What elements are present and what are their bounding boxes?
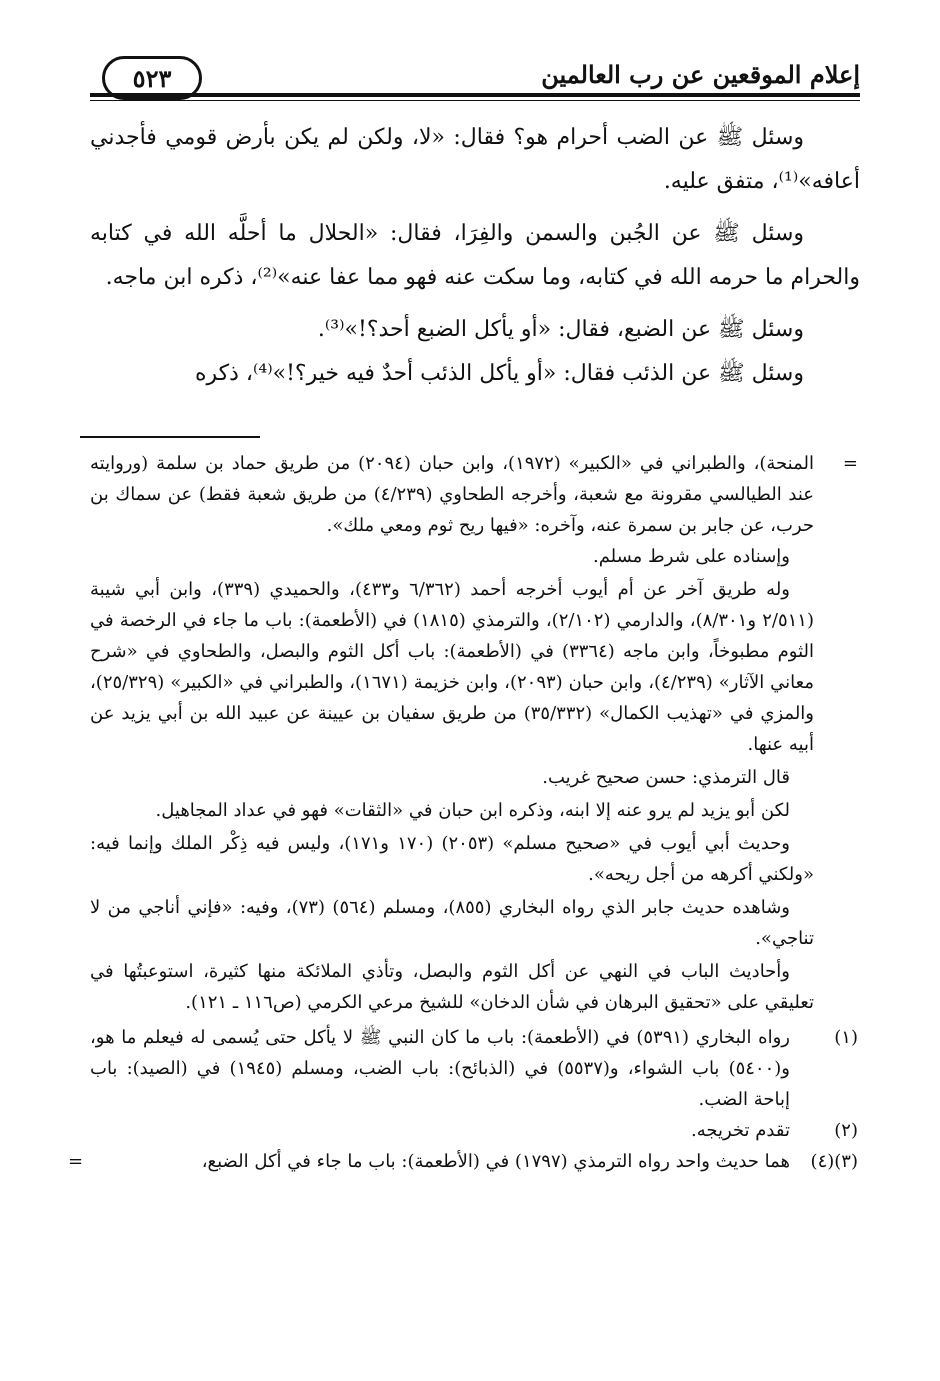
main-paragraph: وسئل ﷺ عن الضبع، فقال: «أو يأكل الضبع أحد؟!»⁽³⁾. <box>317 317 804 342</box>
footnote-paragraph: وحديث أبي أيوب في «صحيح مسلم» (٢٠٥٣) (١٧٠ و١٧١)، وليس فيه ذِكْر الملك وإنما فيه: «ولكني أكرهه من أجل ريحه». <box>90 833 814 885</box>
main-text <box>90 116 860 404</box>
main-paragraph: وسئل ﷺ عن الضب أحرام هو؟ فقال: «لا، ولكن لم يكن بأرض قومي فأجدني أعافه»⁽¹⁾، متفق عليه. <box>90 125 860 194</box>
footnote-text: هما حديث واحد رواه الترمذي (١٧٩٧) في (الأطعمة): باب ما جاء في أكل الضبع، <box>201 1151 790 1172</box>
footnote-paragraph: قال الترمذي: حسن صحيح غريب. <box>542 767 790 788</box>
footnote-number: (١) <box>834 1027 858 1048</box>
footnotes <box>68 448 860 1177</box>
continuation-marker-end: = <box>68 1151 84 1172</box>
footnote-text: رواه البخاري (٥٣٩١) في (الأطعمة): باب ما كان النبي ﷺ لا يأكل حتى يُسمى له فيعلم ما هو، و(٥٤٠٠) باب الشواء، و(٥٥٣٧) في (الذبائح): باب الضب، ومسلم (١٩٤٥) في (الصيد): باب إباحة الضب. <box>90 1027 790 1110</box>
main-paragraph: وسئل ﷺ عن الذئب فقال: «أو يأكل الذئب أحدٌ فيه خير؟!»⁽⁴⁾، ذكره <box>194 361 804 386</box>
running-title: إعلام الموقعين عن رب العالمين <box>541 60 860 89</box>
footnote-number: (٢) <box>834 1120 858 1141</box>
footnote-paragraph: لكن أبو يزيد لم يرو عنه إلا ابنه، وذكره ابن حبان في «الثقات» فهو في عداد المجاهيل. <box>155 800 790 821</box>
continuation-text: المنحة)، والطبراني في «الكبير» (١٩٧٢)، وابن حبان (٢٠٩٤) من طريق حماد بن سلمة (وروايته عند الطيالسي مقرونة مع شعبة، وأخرجه الطحاوي (٤/٢٣٩) من طريق شعبة فقط) عن سماك بن حرب، عن جابر بن سمرة عنه، وآخره: «فيها ريح ثوم ومعي ملك». <box>90 453 814 536</box>
footnote-item <box>90 1115 860 1146</box>
footnote-separator <box>80 436 260 438</box>
page-header <box>90 56 860 106</box>
main-paragraph: وسئل ﷺ عن الجُبن والسمن والفِرَا، فقال: «الحلال ما أحلَّه الله في كتابه والحرام ما حرمه الله في كتابه، وما سكت عنه فهو مما عفا عنه»⁽²⁾، ذكره ابن ماجه. <box>90 221 860 290</box>
footnote-number: (٣)(٤) <box>810 1151 858 1172</box>
continuation-marker: = <box>842 453 858 474</box>
page-number: ٥٢٣ <box>102 56 202 100</box>
footnote-paragraph: وله طريق آخر عن أم أيوب أخرجه أحمد (٦/٣٦٢ و٤٣٣)، والحميدي (٣٣٩)، وابن أبي شيبة (٢/٥١١ و٨/٣٠١)، والدارمي (٢/١٠٢)، والترمذي (١٨١٥) في (الأطعمة): باب ما جاء في الرخصة في الثوم مطبوخاً، وابن ماجه (٣٣٦٤) في (الأطعمة): باب أكل الثوم والبصل، والطحاوي في «شرح معاني الآثار» (٤/٢٣٩)، وابن حبان (٢٠٩٣)، وابن خزيمة (١٦٧١)، والطبراني في «الكبير» (٢٥/٣٢٩)، والمزي في «تهذيب الكمال» (٣٥/٣٣٢) من طريق سفيان بن عيينة عن عبيد الله بن أبي يزيد عن أبيه عنها. <box>90 579 815 755</box>
footnote-item <box>68 1146 860 1177</box>
footnote-item <box>90 1022 860 1115</box>
footnote-paragraph: وأحاديث الباب في النهي عن أكل الثوم والبصل، وتأذي الملائكة منها كثيرة، استوعبتُها في تعليقي على «تحقيق البرهان في شأن الدخان» للشيخ مرعي الكرمي (ص١١٦ ـ ١٢١). <box>90 961 814 1013</box>
header-rule-thin <box>90 100 860 101</box>
footnote-continuation <box>90 448 860 541</box>
footnote-paragraph: وشاهده حديث جابر الذي رواه البخاري (٨٥٥)، ومسلم (٥٦٤) (٧٣)، وفيه: «فإني أناجي من لا تناجي». <box>90 897 814 949</box>
footnote-paragraph: وإسناده على شرط مسلم. <box>592 546 790 567</box>
header-rule <box>90 93 860 97</box>
footnote-text: تقدم تخريجه. <box>691 1120 790 1141</box>
